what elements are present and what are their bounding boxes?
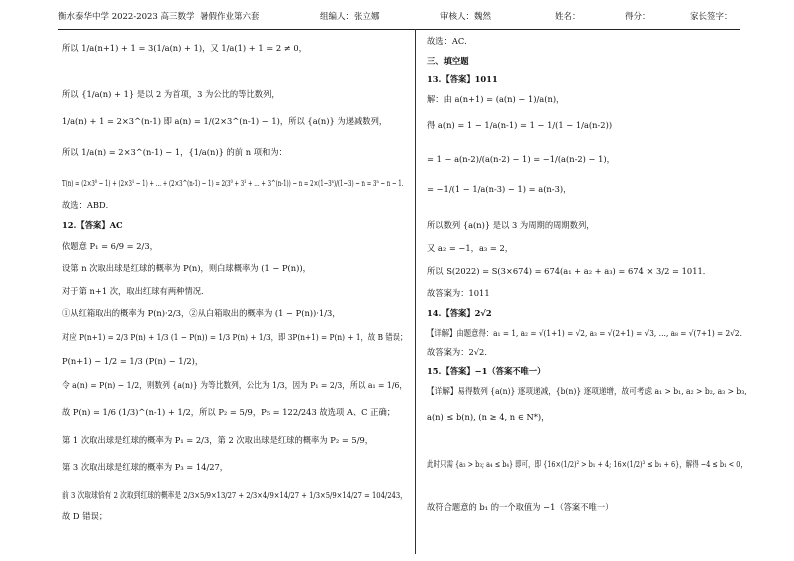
solution-line: P(n+1) − 1/2 = 1/3 (P(n) − 1/2)， (62, 356, 204, 366)
solution-line: 得 a(n) = 1 − 1/a(n-1) = 1 − 1/(1 − 1/a(n-2)) (427, 120, 613, 130)
solution-line: 所以 S(2022) = S(3×674) = 674(a₁ + a₂ + a₃) = 674 × 3/2 = 1011． (427, 266, 712, 276)
question-13-answer: 13.【答案】1011 (427, 74, 498, 84)
solution-line: = 1 − a(n-2)/(a(n-2) − 1) = −1/(a(n-2) − 1)， (427, 154, 615, 164)
solution-line: 又 a₂ = −1，a₃ = 2， (427, 243, 514, 253)
header-homework: 暑假作业第六套 (200, 12, 260, 22)
header-name: 姓名： (555, 12, 581, 22)
solution-line: 故 P(n) = 1/6 (1/3)^(n-1) + 1/2，所以 P₂ = 5/9，P₅ = 122/243 故选项 A、C 正确； (62, 407, 396, 417)
question-14-answer: 14.【答案】2√2 (427, 308, 492, 318)
solution-line: 此时只需 {a₃ > b₃; a₄ ≤ b₄} 即可，即 {16×(1/2)² > b₁ + 4; 16×(1/2)³ ≤ b₁ + 6}，解得 −4 ≤ b₁ < 0， (427, 459, 747, 469)
section-heading-fill-in: 三、填空题 (427, 56, 469, 66)
header-rule (58, 29, 740, 30)
formula-line: T(n) = (2×3⁰ − 1) + (2×3¹ − 1) + … + (2×3^(n-1) − 1) = 2(3⁰ + 3¹ + … + 3^(n-1)) − n = 2×(1−3ⁿ)/(1−3) − n = 3ⁿ − n − 1． (62, 178, 408, 188)
solution-line: 第 1 次取出球是红球的概率为 P₁ = 2/3，第 2 次取出球是红球的概率为 P₂ = 5/9， (62, 435, 374, 445)
header-school: 衡水泰华中学 2022-2023 高三数学 (58, 12, 195, 22)
solution-line: 所以 {1/a(n) + 1} 是以 2 为首项，3 为公比的等比数列， (62, 89, 280, 99)
header-reviewer: 审核人：魏然 (440, 12, 492, 22)
answer-line: 故符合题意的 b₁ 的一个取值为 −1（答案不唯一） (427, 502, 614, 512)
solution-line: 依题意 P₁ = 6/9 = 2/3， (62, 241, 158, 251)
question-15-answer: 15.【答案】−1（答案不唯一） (427, 366, 546, 376)
solution-line: 对于第 n+1 次，取出红球有两种情况． (62, 286, 210, 296)
solution-line: 令 a(n) = P(n) − 1/2，则数列 {a(n)} 为等比数列，公比为 1/3，因为 P₁ = 2/3，所以 a₁ = 1/6， (62, 380, 408, 390)
header-parent-signature: 家长签字： (690, 12, 733, 22)
solution-line: 解：由 a(n+1) = (a(n) − 1)/a(n)， (427, 94, 565, 104)
solution-line: = −1/(1 − 1/a(n-3) − 1) = a(n-3)， (427, 184, 572, 194)
solution-line: a(n) ≤ b(n), (n ≥ 4, n ∈ N*)， (427, 412, 550, 422)
solution-line: 前 3 次取球恰有 2 次取到红球的概率是 2/3×5/9×13/27 + 2/3×4/9×14/27 + 1/3×5/9×14/27 = 104/243， (62, 490, 407, 500)
column-divider (415, 29, 416, 554)
solution-line: 1/a(n) + 1 = 2×3^(n-1) 即 a(n) = 1/(2×3^(n-1) − 1)，所以 {a(n)} 为递减数列， (62, 116, 388, 126)
solution-line: 设第 n 次取出球是红球的概率为 P(n)，则白球概率为 (1 − P(n))， (62, 263, 311, 273)
answer-line: 故选：ABD． (62, 200, 114, 210)
solution-line: ①从红箱取出的概率为 P(n)·2/3，②从白箱取出的概率为 (1 − P(n))·1/3， (62, 308, 341, 318)
solution-line: 第 3 次取出球是红球的概率为 P₃ = 14/27， (62, 462, 229, 472)
solution-line: 所以 1/a(n) = 2×3^(n-1) − 1，{1/a(n)} 的前 n 项和为： (62, 147, 287, 157)
answer-line: 故选：AC． (427, 36, 473, 46)
header-score: 得分： (625, 12, 651, 22)
question-12-answer: 12.【答案】AC (62, 220, 123, 230)
solution-line: 所以 1/a(n+1) + 1 = 3(1/a(n) + 1)，又 1/a(1) + 1 = 2 ≠ 0， (62, 43, 307, 53)
answer-line: 故答案为：1011 (427, 288, 490, 298)
header-compiler: 组编人：张立娜 (320, 12, 380, 22)
solution-line: 对应 P(n+1) = 2/3 P(n) + 1/3 (1 − P(n)) = 1/3 P(n) + 1/3，即 3P(n+1) = P(n) + 1，故 B 错误； (62, 332, 408, 342)
answer-line: 故答案为：2√2． (427, 347, 493, 357)
solution-line: 【详解】易得数列 {a(n)} 逐项递减，{b(n)} 逐项递增，故可考虑 a₁ > b₁, a₂ > b₂, a₃ > b₃, (427, 386, 747, 396)
solution-line: 【详解】由题意得：a₁ = 1, a₂ = √(1+1) = √2, a₃ = √(2+1) = √3, …, a₈ = √(7+1) = 2√2． (427, 328, 747, 338)
solution-line: 所以数列 {a(n)} 是以 3 为周期的周期数列， (427, 220, 595, 230)
page-header (0, 0, 794, 30)
answer-line: 故 D 错误； (62, 511, 108, 521)
